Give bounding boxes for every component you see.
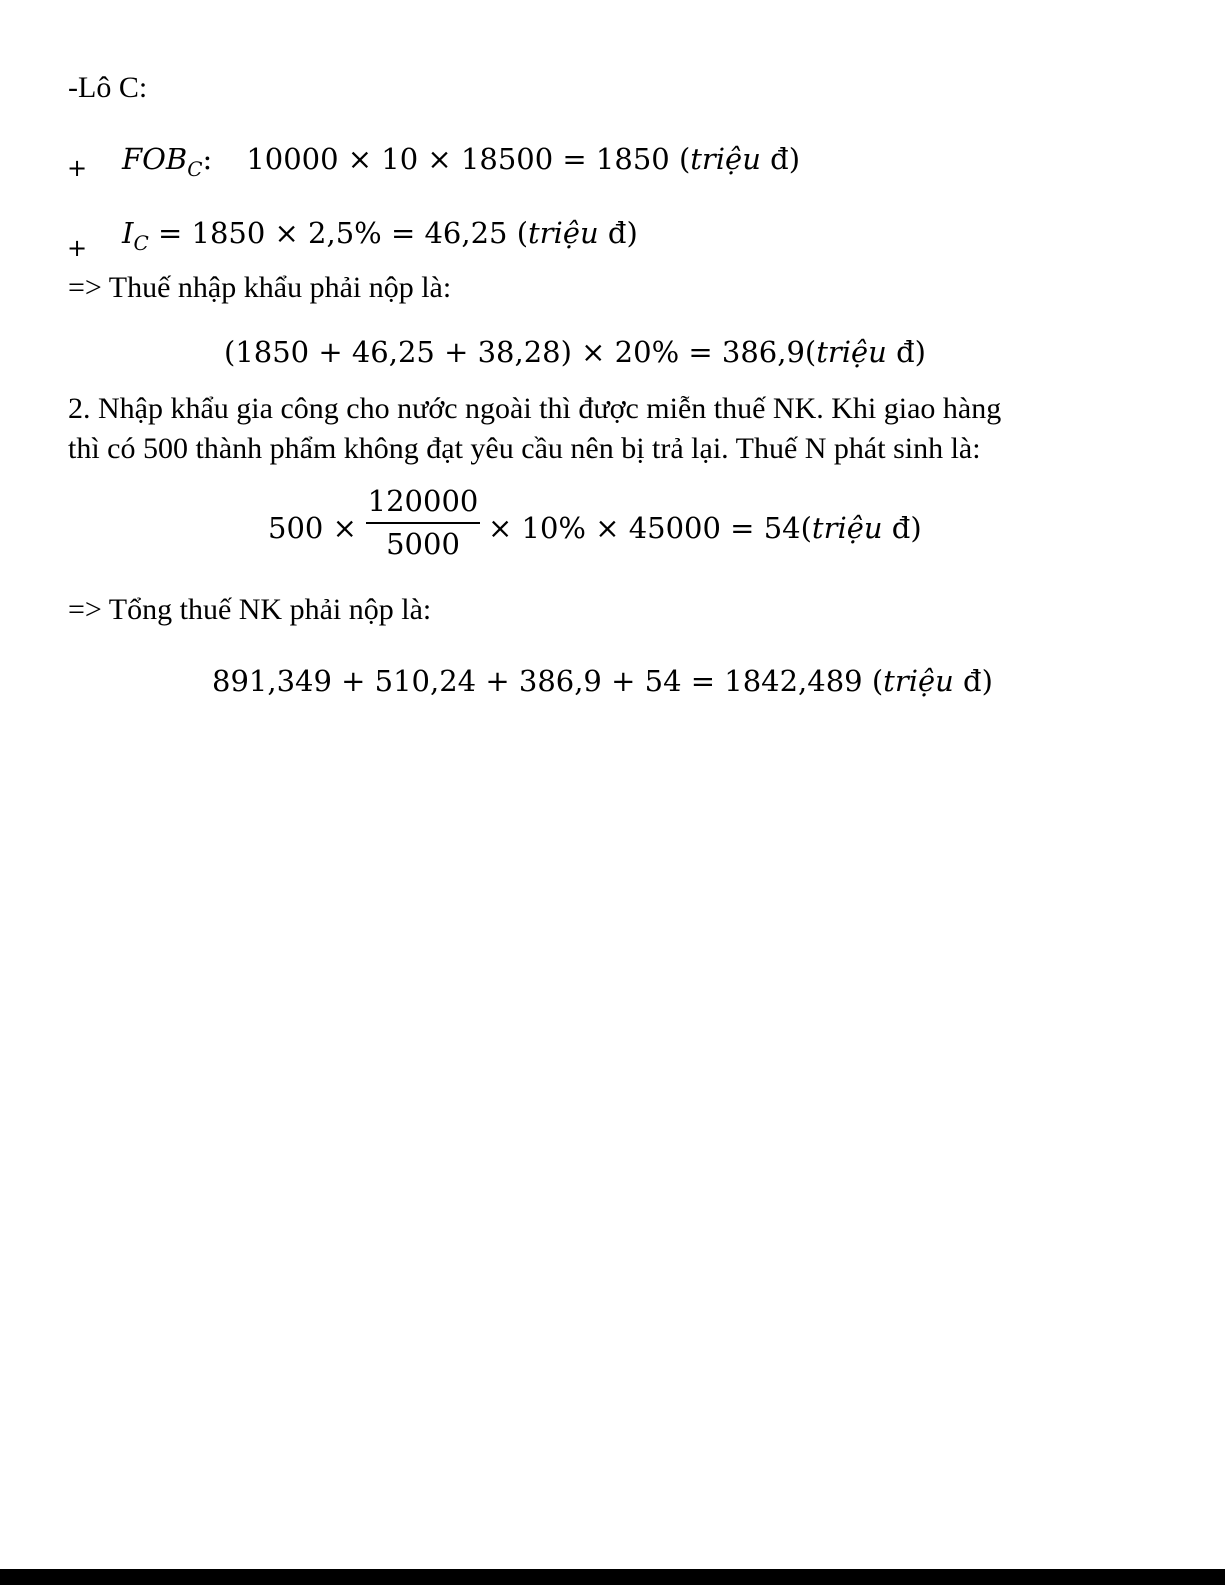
lot-c-tax-intro: => Thuế nhập khẩu phải nộp là: <box>68 271 452 304</box>
insurance-subscript: C <box>133 230 149 255</box>
tax-unit-end: đ) <box>886 335 926 369</box>
insurance-symbol: I <box>122 216 134 250</box>
section2-unit-end: đ) <box>882 511 922 545</box>
fob-symbol: FOB <box>122 142 188 176</box>
section2-formula-right <box>488 511 922 545</box>
total-unit: triệu <box>883 664 954 698</box>
fob-unit: triệu <box>690 142 761 176</box>
fob-bullet: + <box>67 154 88 182</box>
fraction-denominator: 5000 <box>386 527 460 561</box>
insurance-calculation: = 1850 × 2,5% = 46,25 ( <box>148 216 529 250</box>
fob-formula-line <box>122 142 801 181</box>
lot-c-tax-formula <box>224 335 926 369</box>
total-unit-end: đ) <box>953 664 993 698</box>
fob-colon: : <box>202 142 213 176</box>
insurance-unit-end: đ) <box>598 216 638 250</box>
lot-c-heading: -Lô C: <box>68 71 148 104</box>
tax-unit: triệu <box>816 335 887 369</box>
total-intro: => Tổng thuế NK phải nộp là: <box>68 593 432 626</box>
tax-calculation: (1850 + 46,25 + 38,28) × 20% = 386,9( <box>224 335 817 369</box>
fob-unit-end: đ) <box>760 142 801 176</box>
total-calculation: 891,349 + 510,24 + 386,9 + 54 = 1842,489 ( <box>212 664 884 698</box>
insurance-unit: triệu <box>528 216 599 250</box>
insurance-formula-line <box>122 216 638 255</box>
section2-unit: triệu <box>811 511 883 545</box>
fob-subscript: C <box>187 156 203 181</box>
page-bottom-border <box>0 1569 1225 1585</box>
fraction-numerator: 120000 <box>367 484 479 518</box>
insurance-bullet: + <box>67 234 88 262</box>
section2-line1: 2. Nhập khẩu gia công cho nước ngoài thì được miễn thuế NK. Khi giao hàng <box>68 392 1002 425</box>
section2-fraction <box>366 484 480 561</box>
total-formula <box>212 664 993 698</box>
section2-line2: thì có 500 thành phẩm không đạt yêu cầu nên bị trả lại. Thuế N phát sinh là: <box>68 432 981 465</box>
fob-calculation: 10000 × 10 × 18500 = 1850 ( <box>246 142 691 176</box>
section2-calculation: × 10% × 45000 = 54( <box>488 511 812 545</box>
section2-formula-left: 500 × <box>268 511 357 545</box>
